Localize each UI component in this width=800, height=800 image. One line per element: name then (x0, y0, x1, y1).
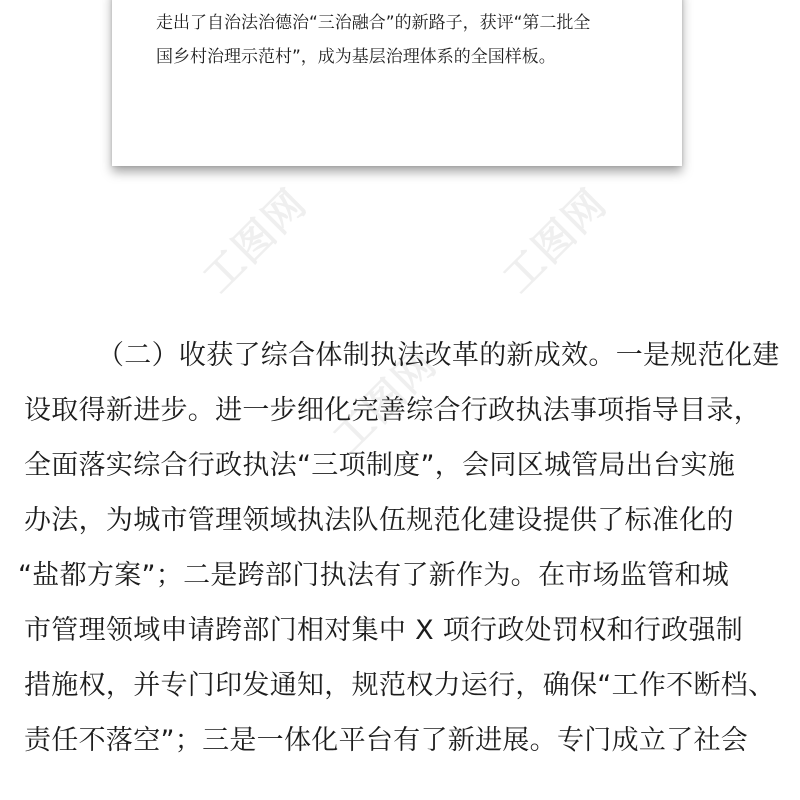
paragraph-line: （二）收获了综合体制执法改革的新成效。一是规范化建 (97, 340, 780, 371)
paragraph-line: 设取得新进步。进一步细化完善综合行政执法事项指导目录， (24, 395, 762, 426)
quote-card (112, 0, 682, 166)
paragraph-line: 责任不落空”；三是一体化平台有了新进展。专门成立了社会 (24, 725, 749, 756)
paragraph-line: 市管理领域申请跨部门相对集中 X 项行政处罚权和行政强制 (24, 615, 744, 646)
watermark-logo: 工图网 (494, 180, 617, 302)
card-text-line: 国乡村治理示范村”，成为基层治理体系的全国样板。 (156, 47, 556, 67)
paragraph-line: 办法，为城市管理领域执法队伍规范化建设提供了标准化的 (24, 505, 734, 536)
card-text-line: 走出了自治法治德治“三治融合”的新路子，获评“第二批全 (156, 13, 591, 33)
paragraph-line: 全面落实综合行政执法“三项制度”，会同区城管局出台实施 (24, 450, 736, 481)
paragraph-line: 措施权，并专门印发通知，规范权力运行，确保“工作不断档、 (24, 670, 776, 701)
watermark-logo: 工图网 (194, 180, 317, 302)
watermark-logo: 工图网 (324, 340, 447, 462)
paragraph-line: “盐都方案”；二是跨部门执法有了新作为。在市场监管和城 (18, 560, 730, 591)
